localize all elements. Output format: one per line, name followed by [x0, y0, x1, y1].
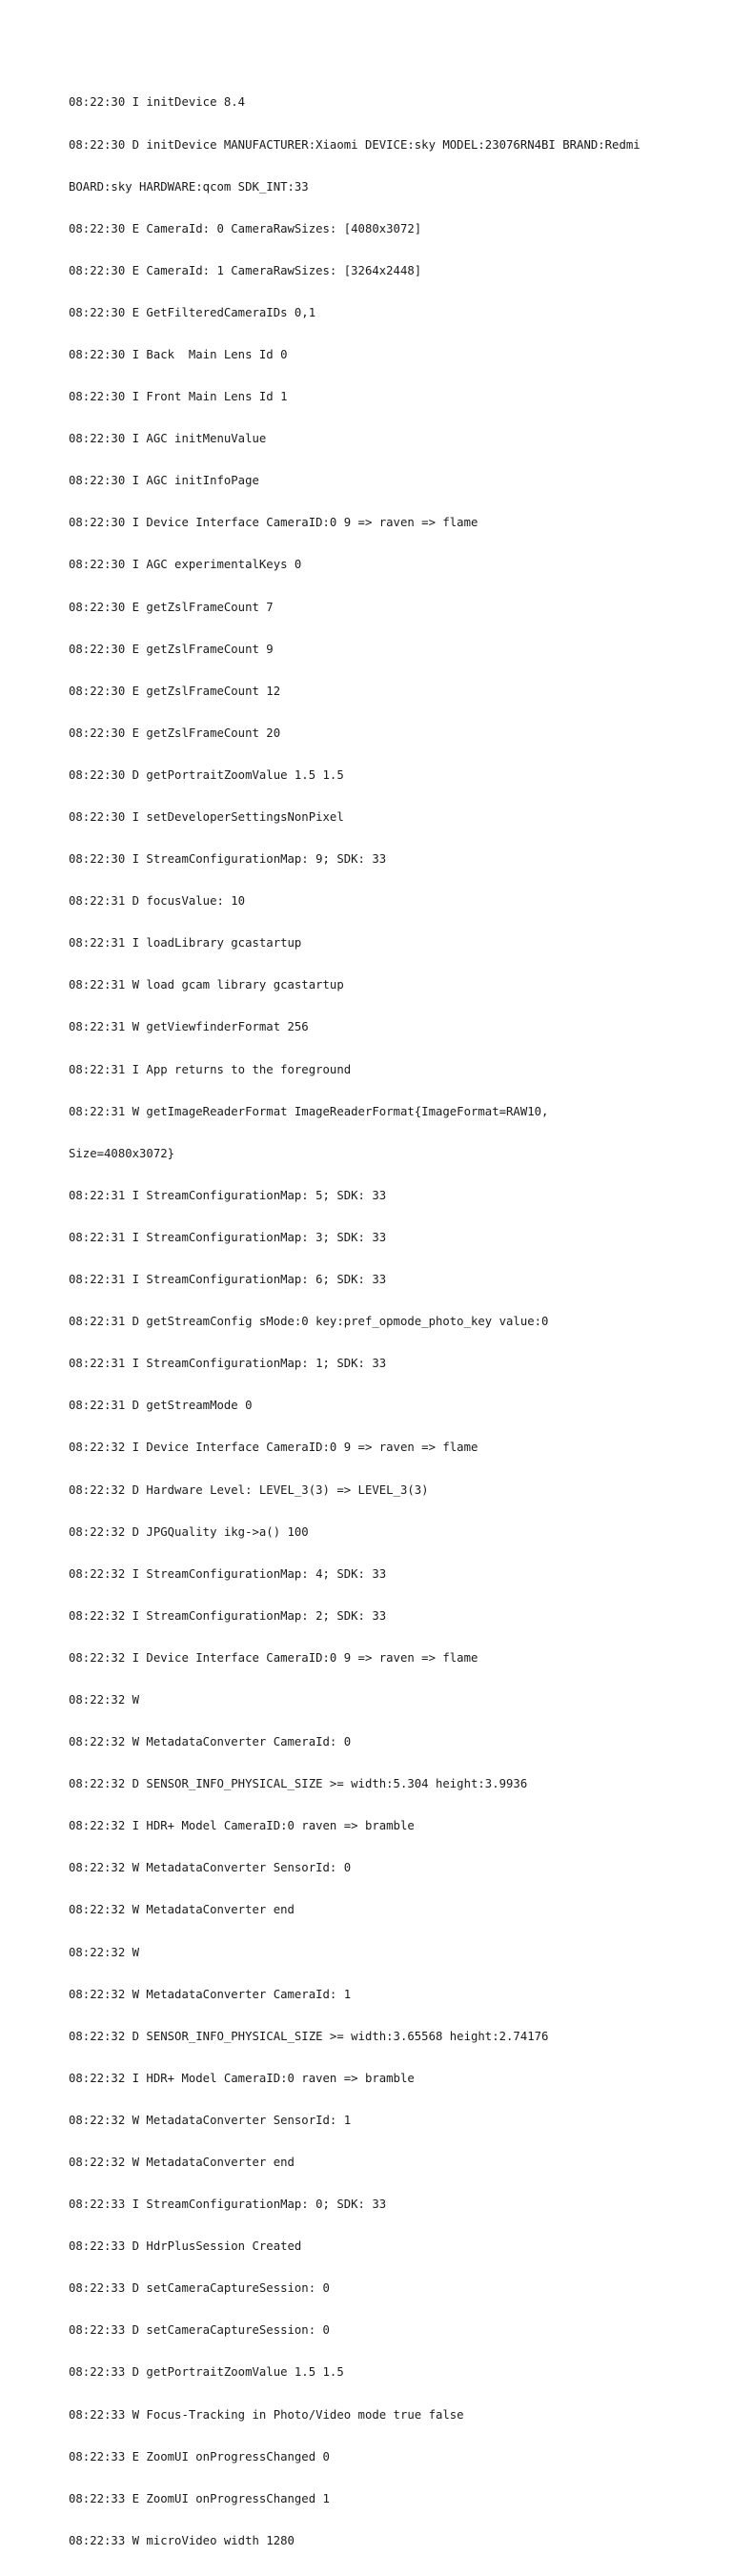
- log-line: 08:22:31 I StreamConfigurationMap: 1; SDK: 33: [69, 1357, 387, 1371]
- log-line: 08:22:32 D SENSOR_INFO_PHYSICAL_SIZE >= width:3.65568 height:2.74176: [69, 2029, 549, 2043]
- log-line: 08:22:32 D SENSOR_INFO_PHYSICAL_SIZE >= width:5.304 height:3.9936: [69, 1777, 528, 1791]
- log-line: 08:22:30 I Front Main Lens Id 1: [69, 390, 288, 404]
- log-line: 08:22:32 W MetadataConverter CameraId: 0: [69, 1735, 352, 1749]
- log-line: 08:22:33 I StreamConfigurationMap: 0; SDK: 33: [69, 2198, 387, 2212]
- log-line: 08:22:32 D JPGQuality ikg->a() 100: [69, 1524, 309, 1539]
- log-line: 08:22:32 W: [69, 1945, 140, 1959]
- log-line: 08:22:30 E getZslFrameCount 7: [69, 600, 274, 614]
- log-line: 08:22:33 E ZoomUI onProgressChanged 0: [69, 2449, 330, 2464]
- log-text-block: [69, 68, 679, 2576]
- log-line: 08:22:31 D getStreamMode 0: [69, 1399, 253, 1413]
- log-line: 08:22:32 W MetadataConverter SensorId: 1: [69, 2113, 352, 2127]
- log-line: 08:22:33 D setCameraCaptureSession: 0: [69, 2323, 330, 2338]
- log-line: 08:22:30 I AGC initInfoPage: [69, 474, 259, 488]
- log-line: 08:22:32 W MetadataConverter end: [69, 1903, 295, 1917]
- log-line: 08:22:31 D getStreamConfig sMode:0 key:pref_opmode_photo_key value:0: [69, 1315, 549, 1329]
- log-line: 08:22:31 W getViewfinderFormat 256: [69, 1020, 309, 1034]
- log-line: 08:22:32 I StreamConfigurationMap: 4; SDK: 33: [69, 1566, 387, 1581]
- log-line: 08:22:32 I Device Interface CameraID:0 9 => raven => flame: [69, 1650, 478, 1665]
- log-line: 08:22:30 D initDevice MANUFACTURER:Xiaomi DEVICE:sky MODEL:23076RN4BI BRAND:Redmi: [69, 137, 640, 152]
- log-line: BOARD:sky HARDWARE:qcom SDK_INT:33: [69, 179, 309, 194]
- log-line: 08:22:30 E getZslFrameCount 12: [69, 684, 281, 698]
- log-line: 08:22:30 E CameraId: 0 CameraRawSizes: [4080x3072]: [69, 221, 422, 235]
- log-line: 08:22:33 W Focus-Tracking in Photo/Video mode true false: [69, 2407, 464, 2422]
- log-line: 08:22:30 E GetFilteredCameraIDs 0,1: [69, 305, 316, 319]
- log-line: 08:22:31 W getImageReaderFormat ImageReaderFormat{ImageFormat=RAW10,: [69, 1104, 549, 1118]
- log-line: 08:22:32 D Hardware Level: LEVEL_3(3) => LEVEL_3(3): [69, 1482, 429, 1497]
- log-line: 08:22:33 D getPortraitZoomValue 1.5 1.5: [69, 2365, 344, 2380]
- log-line: 08:22:33 D setCameraCaptureSession: 0: [69, 2281, 330, 2296]
- log-line: 08:22:30 I StreamConfigurationMap: 9; SDK: 33: [69, 852, 387, 867]
- log-line: 08:22:33 W microVideo width 1280: [69, 2533, 295, 2547]
- log-line: 08:22:30 I setDeveloperSettingsNonPixel: [69, 810, 344, 824]
- log-line: 08:22:32 I HDR+ Model CameraID:0 raven => bramble: [69, 1819, 415, 1833]
- log-line: 08:22:32 W: [69, 1692, 140, 1707]
- log-line: 08:22:31 D focusValue: 10: [69, 894, 246, 909]
- log-line: 08:22:30 I AGC initMenuValue: [69, 432, 267, 446]
- log-line: 08:22:30 E getZslFrameCount 9: [69, 642, 274, 656]
- log-line: 08:22:32 W MetadataConverter SensorId: 0: [69, 1861, 352, 1875]
- log-line: 08:22:31 W load gcam library gcastartup: [69, 978, 344, 992]
- log-line: 08:22:30 E CameraId: 1 CameraRawSizes: [3264x2448]: [69, 263, 422, 277]
- log-line: 08:22:32 I HDR+ Model CameraID:0 raven => bramble: [69, 2071, 415, 2085]
- log-line: 08:22:30 I AGC experimentalKeys 0: [69, 558, 302, 572]
- log-line: 08:22:31 I StreamConfigurationMap: 3; SDK: 33: [69, 1230, 387, 1244]
- log-line: Size=4080x3072}: [69, 1146, 175, 1160]
- log-line: 08:22:31 I StreamConfigurationMap: 6; SDK: 33: [69, 1273, 387, 1287]
- log-line: 08:22:31 I StreamConfigurationMap: 5; SDK: 33: [69, 1188, 387, 1202]
- log-line: 08:22:33 E ZoomUI onProgressChanged 1: [69, 2491, 330, 2505]
- log-line: 08:22:32 I StreamConfigurationMap: 2; SDK: 33: [69, 1608, 387, 1623]
- log-line: 08:22:30 E getZslFrameCount 20: [69, 726, 281, 740]
- log-line: 08:22:31 I App returns to the foreground: [69, 1062, 352, 1076]
- log-line: 08:22:33 D HdrPlusSession Created: [69, 2239, 302, 2254]
- log-line: 08:22:30 I Device Interface CameraID:0 9 => raven => flame: [69, 516, 478, 530]
- log-line: 08:22:30 D getPortraitZoomValue 1.5 1.5: [69, 767, 344, 782]
- log-line: 08:22:30 I Back Main Lens Id 0: [69, 347, 288, 361]
- log-line: 08:22:30 I initDevice 8.4: [69, 95, 246, 110]
- log-line: 08:22:32 W MetadataConverter end: [69, 2156, 295, 2169]
- log-line: 08:22:31 I loadLibrary gcastartup: [69, 936, 302, 951]
- log-line: 08:22:32 W MetadataConverter CameraId: 1: [69, 1987, 352, 2001]
- log-line: 08:22:32 I Device Interface CameraID:0 9 => raven => flame: [69, 1441, 478, 1455]
